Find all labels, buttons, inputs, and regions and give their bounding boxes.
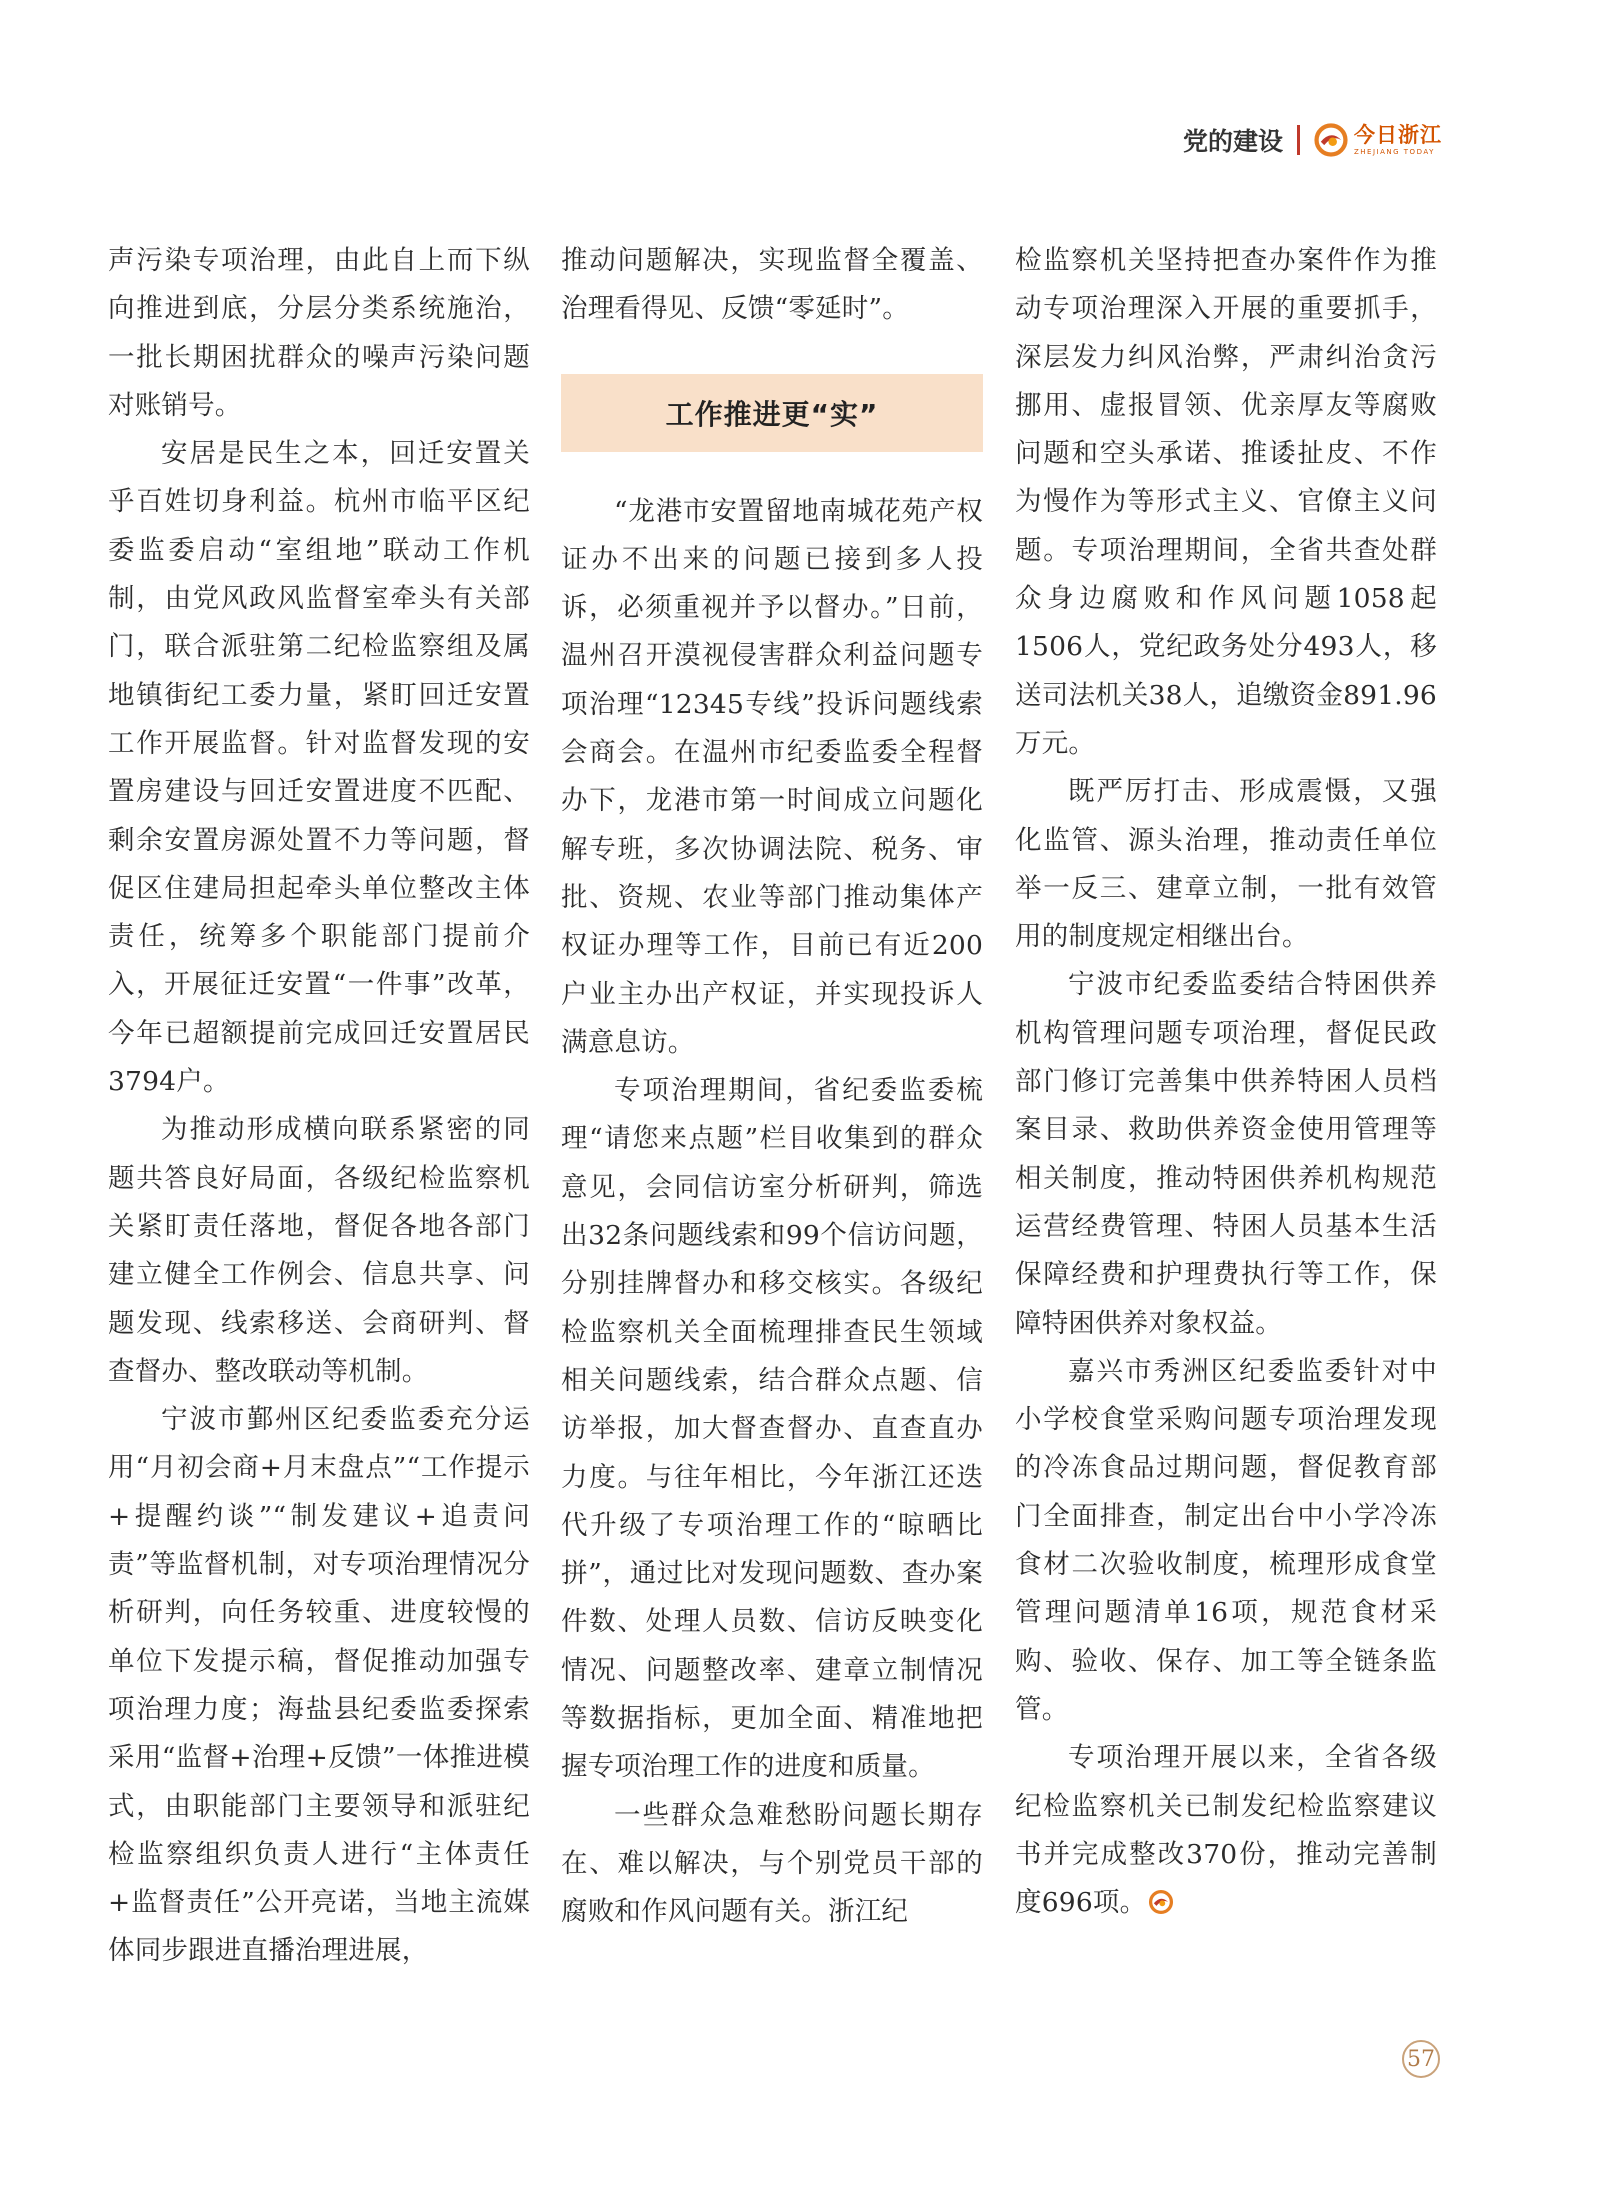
paragraph-last	[1015, 1734, 1437, 1927]
column-2	[561, 237, 983, 1937]
paragraph: 宁波市纪委监委结合特困供养机构管理问题专项治理，督促民政部门修订完善集中供养特困人员档案目录、救助供养资金使用管理等相关制度，推动特困供养机构规范运营经费管理、特困人员基本生活保障经费和护理费执行等工作，保障特困供养对象权益。	[1015, 969, 1437, 1339]
paragraph: 为推动形成横向联系紧密的同题共答良好局面，各级纪检监察机关紧盯责任落地，督促各地各部门建立健全工作例会、信息共享、问题发现、线索移送、会商研判、督查督办、整改联动等机制。	[108, 1114, 530, 1387]
paragraph: 专项治理期间，省纪委监委梳理“请您来点题”栏目收集到的群众意见，会同信访室分析研判，筛选出32条问题线索和99个信访问题，分别挂牌督办和移交核实。各级纪检监察机关全面梳理排查民生领域相关问题线索，结合群众点题、信访举报，加大督查督办、直查直办力度。与往年相比，今年浙江还迭代升级了专项治理工作的“晾晒比拼”，通过比对发现问题数、查办案件数、处理人员数、信访反映变化情况、问题整改率、建章立制情况等数据指标，更加全面、精准地把握专项治理工作的进度和质量。	[561, 1075, 983, 1783]
paragraph: “龙港市安置留地南城花苑产权证办不出来的问题已接到多人投诉，必须重视并予以督办。”日前，温州召开漠视侵害群众利益问题专项治理“12345专线”投诉问题线索会商会。在温州市纪委监委全程督办下，龙港市第一时间成立问题化解专班，多次协调法院、税务、审批、资规、农业等部门推动集体产权证办理等工作，目前已有近200户业主办出产权证，并实现投诉人满意息访。	[561, 495, 983, 1058]
brand-name: 今日浙江	[1354, 122, 1442, 147]
page-number: 57	[1402, 2040, 1440, 2078]
end-mark-icon	[1148, 1889, 1174, 1915]
section-label: 党的建设	[1182, 127, 1283, 156]
page-header	[1183, 118, 1442, 162]
brand	[1314, 123, 1442, 157]
paragraph: 检监察机关坚持把查办案件作为推动专项治理深入开展的重要抓手，深层发力纠风治弊，严肃纠治贪污挪用、虚报冒领、优亲厚友等腐败问题和空头承诺、推诿扯皮、不作为慢作为等形式主义、官僚主义问题。专项治理期间，全省共查处群众身边腐败和作风问题1058起1506人，党纪政务处分493人，移送司法机关38人，追缴资金891.96万元。	[1015, 245, 1437, 759]
paragraph: 声污染专项治理，由此自上而下纵向推进到底，分层分类系统施治，一批长期困扰群众的噪声污染问题对账销号。	[108, 245, 530, 421]
column-3	[1015, 237, 1437, 1927]
subheading-box	[561, 374, 983, 452]
paragraph: 嘉兴市秀洲区纪委监委针对中小学校食堂采购问题专项治理发现的冷冻食品过期问题，督促教育部门全面排查，制定出台中小学冷冻食材二次验收制度，梳理形成食堂管理问题清单16项，规范食材采购、验收、保存、加工等全链条监管。	[1015, 1355, 1437, 1725]
paragraph: 安居是民生之本，回迁安置关乎百姓切身利益。杭州市临平区纪委监委启动“室组地”联动工作机制，由党风政风监督室牵头有关部门，联合派驻第二纪检监察组及属地镇街纪工委力量，紧盯回迁安置工作开展监督。针对监督发现的安置房建设与回迁安置进度不匹配、剩余安置房源处置不力等问题，督促区住建局担起牵头单位整改主体责任，统筹多个职能部门提前介入，开展征迁安置“一件事”改革，今年已超额提前完成回迁安置居民3794户。	[108, 438, 530, 1098]
subheading: 工作推进更“实”	[665, 397, 879, 431]
column-1	[108, 237, 530, 1976]
paragraph: 既严厉打击、形成震慑，又强化监管、源头治理，推动责任单位举一反三、建章立制，一批有效管用的制度规定相继出台。	[1015, 776, 1437, 953]
paragraph: 推动问题解决，实现监督全覆盖、治理看得见、反馈“零延时”。	[561, 245, 983, 325]
paragraph-text: 专项治理开展以来，全省各级纪检监察机关已制发纪检监察建议书并完成整改370份，推动完善制度696项。	[1015, 1742, 1437, 1919]
header-divider	[1297, 125, 1300, 155]
brand-logo-icon	[1314, 123, 1348, 157]
paragraph: 一些群众急难愁盼问题长期存在、难以解决，与个别党员干部的腐败和作风问题有关。浙江纪	[561, 1799, 983, 1928]
paragraph: 宁波市鄞州区纪委监委充分运用“月初会商+月末盘点”“工作提示+提醒约谈”“制发建议+追责问责”等监督机制，对专项治理情况分析研判，向任务较重、进度较慢的单位下发提示稿，督促推动加强专项治理力度；海盐县纪委监委探索采用“监督+治理+反馈”一体推进模式，由职能部门主要领导和派驻纪检监察组织负责人进行“主体责任+监督责任”公开亮诺，当地主流媒体同步跟进直播治理进展，	[108, 1404, 530, 1967]
brand-name-en: ZHEJIANG TODAY	[1354, 147, 1435, 156]
